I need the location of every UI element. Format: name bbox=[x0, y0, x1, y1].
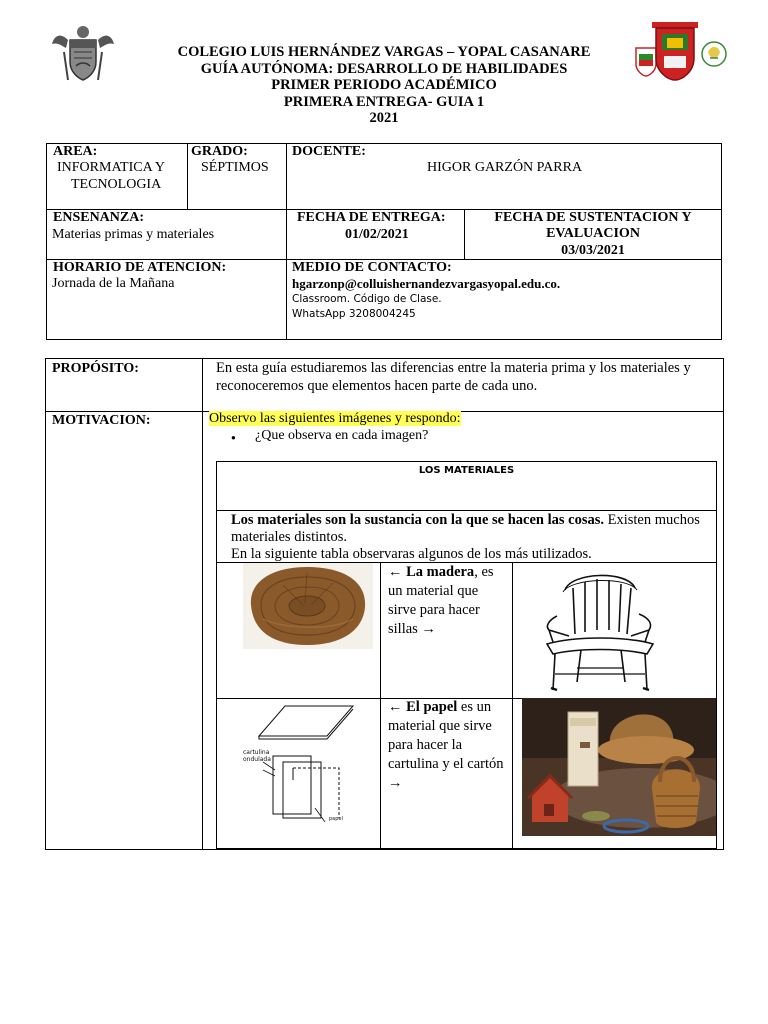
horario-value: Jornada de la Mañana bbox=[52, 276, 175, 291]
grado-label: GRADO: bbox=[191, 144, 248, 159]
bullet-icon: ● bbox=[231, 433, 236, 442]
bullet-question: ¿Que observa en cada imagen? bbox=[255, 428, 429, 443]
contact-email[interactable]: hgarzonp@colluishernandezvargasyopal.edu.co. bbox=[292, 276, 561, 291]
madera-l4: sillas → bbox=[388, 621, 436, 637]
papel-text bbox=[388, 698, 504, 793]
motivacion-instruction: Observo las siguientes imágenes y respondo: bbox=[209, 411, 461, 426]
madera-arrow: ← bbox=[388, 564, 407, 580]
classroom-code: Classroom. Código de Clase. bbox=[292, 293, 442, 305]
intro-rest: Existen muchos bbox=[604, 512, 700, 528]
wooden-chair-image bbox=[535, 564, 665, 694]
proposito-line-2: reconoceremos que elementos hacen parte de cada uno. bbox=[216, 378, 538, 394]
sustentacion-label-1: FECHA DE SUSTENTACION Y bbox=[494, 210, 692, 225]
guide-title: GUÍA AUTÓNOMA: DESARROLLO DE HABILIDADES bbox=[200, 60, 568, 77]
area-label: AREA: bbox=[53, 144, 98, 159]
horario-label: HORARIO DE ATENCION: bbox=[53, 260, 227, 275]
paper-products-photo bbox=[522, 698, 716, 836]
school-name: COLEGIO LUIS HERNÁNDEZ VARGAS – YOPAL CASANARE bbox=[177, 44, 591, 60]
intro-bold: Los materiales son la sustancia con la que se hacen las cosas. bbox=[231, 512, 604, 528]
diagram-label-ondulada: ondulada bbox=[243, 756, 271, 763]
ensenanza-value: Materias primas y materiales bbox=[52, 227, 215, 242]
grado-value: SÉPTIMOS bbox=[201, 160, 269, 175]
period: PRIMER PERIODO ACADÉMICO bbox=[271, 77, 497, 94]
diagram-label-cartulina: cartulina bbox=[243, 749, 270, 756]
entrega-label: FECHA DE ENTREGA: bbox=[297, 210, 446, 225]
paper-layers-diagram bbox=[241, 700, 371, 822]
header-title bbox=[140, 44, 628, 127]
docente-value: HIGOR GARZÓN PARRA bbox=[427, 160, 583, 175]
ensenanza-label: ENSENANZA: bbox=[53, 210, 145, 225]
docente-label: DOCENTE: bbox=[292, 144, 366, 159]
papel-l3: para hacer la bbox=[388, 737, 463, 753]
papel-l2: material que sirve bbox=[388, 718, 492, 734]
wood-slice-image bbox=[243, 563, 373, 649]
info-table bbox=[46, 143, 722, 340]
materials-intro bbox=[231, 512, 715, 563]
whatsapp-number: WhatsApp 3208004245 bbox=[292, 308, 416, 320]
school-crests-icon bbox=[634, 14, 728, 82]
madera-text bbox=[388, 563, 494, 639]
proposito-label: PROPÓSITO: bbox=[52, 361, 139, 376]
delivery: PRIMERA ENTREGA- GUIA 1 bbox=[283, 93, 485, 110]
papel-l1: es un bbox=[457, 699, 492, 715]
materials-table bbox=[216, 461, 717, 849]
papel-arrow: ← bbox=[388, 699, 407, 715]
area-value-1: INFORMATICA Y bbox=[57, 160, 165, 175]
entrega-value: 01/02/2021 bbox=[345, 227, 409, 242]
diagram-label-papel: papel bbox=[329, 816, 343, 822]
colombia-coat-of-arms-icon bbox=[50, 22, 116, 84]
intro-line-3: En la siguiente tabla observaras algunos de los más utilizados. bbox=[231, 546, 592, 562]
papel-bold: El papel bbox=[406, 699, 458, 715]
madera-l3: sirve para hacer bbox=[388, 602, 480, 618]
madera-bold: La madera bbox=[406, 564, 475, 580]
sustentacion-value: 03/03/2021 bbox=[561, 243, 625, 258]
papel-l5: → bbox=[388, 775, 403, 791]
madera-l1: , es bbox=[474, 564, 494, 580]
materials-heading: LOS MATERIALES bbox=[418, 465, 515, 476]
papel-l4: cartulina y el cartón bbox=[388, 756, 504, 772]
year: 2021 bbox=[369, 110, 399, 127]
proposito-line-1: En esta guía estudiaremos las diferencias entre la materia prima y los materiales y bbox=[216, 360, 691, 376]
intro-line-2: materiales distintos. bbox=[231, 529, 347, 545]
area-value-2: TECNOLOGIA bbox=[71, 177, 162, 192]
medio-label: MEDIO DE CONTACTO: bbox=[292, 260, 452, 275]
sustentacion-label-2: EVALUACION bbox=[546, 226, 640, 241]
madera-l2: un material que bbox=[388, 583, 479, 599]
motivacion-label: MOTIVACION: bbox=[52, 413, 151, 428]
